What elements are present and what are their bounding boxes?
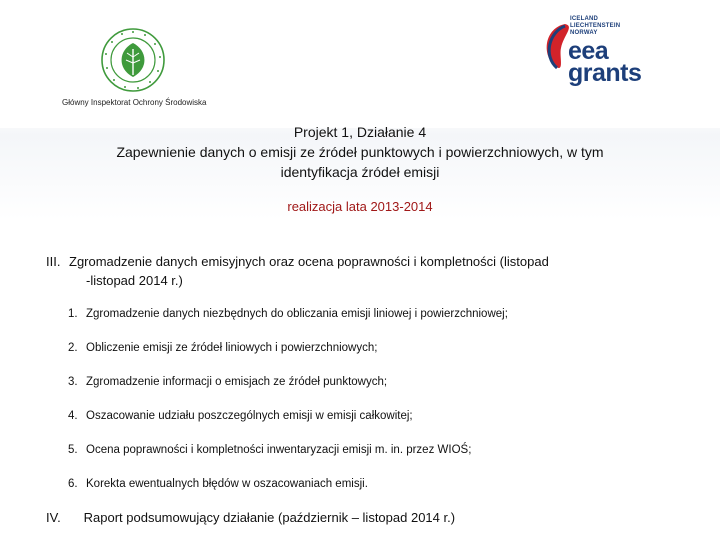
eea-country: NORWAY	[570, 30, 598, 36]
eea-grants-wordmark	[568, 37, 642, 87]
title-line-1: Projekt 1, Działanie 4	[293, 124, 427, 140]
eea-wordmark-line2: grants	[568, 59, 642, 87]
slide-title	[40, 122, 680, 182]
eea-country: LIECHTENSTEIN	[570, 23, 621, 29]
list-item-text: Zgromadzenie informacji o emisjach ze źródeł punktowych;	[86, 376, 388, 388]
section-iii-number: III.	[46, 254, 61, 269]
section-iv-heading: Raport podsumowujący działanie (październik – listopad 2014 r.)	[83, 510, 456, 525]
gios-caption: Główny Inspektorat Ochrony Środowiska	[62, 98, 207, 107]
list-item	[68, 374, 688, 408]
section-iv	[46, 510, 455, 525]
eea-country: ICELAND	[570, 16, 599, 22]
list-item	[68, 442, 688, 476]
title-line-2: Zapewnienie danych o emisji ze źródeł punktowych i powierzchniowych, w tym	[116, 144, 604, 160]
list-item-number: 4.	[68, 410, 78, 422]
list-item-text: Ocena poprawności i kompletności inwentaryzacji emisji m. in. przez WIOŚ;	[86, 444, 472, 456]
gios-logo	[100, 27, 166, 93]
list-item-number: 3.	[68, 376, 78, 388]
section-iv-number: IV.	[46, 510, 61, 525]
task-list	[68, 306, 688, 510]
list-item-text: Zgromadzenie danych niezbędnych do obliczania emisji liniowej i powierzchniowej;	[86, 308, 508, 320]
list-item-number: 5.	[68, 444, 78, 456]
list-item-text: Oszacowanie udziału poszczególnych emisji w emisji całkowitej;	[86, 410, 413, 422]
list-item	[68, 476, 688, 510]
slide-subtitle: realizacja lata 2013-2014	[287, 199, 433, 214]
list-item-text: Obliczenie emisji ze źródeł liniowych i powierzchniowych;	[86, 342, 378, 354]
eea-country-list	[570, 16, 620, 37]
title-line-3: identyfikacja źródeł emisji	[280, 164, 440, 180]
section-iii-heading-cont: -listopad 2014 r.)	[86, 273, 183, 288]
section-iii-heading: Zgromadzenie danych emisyjnych oraz ocena poprawności i kompletności (listopad	[69, 254, 549, 269]
list-item	[68, 306, 688, 340]
list-item	[68, 408, 688, 442]
list-item-number: 1.	[68, 308, 78, 320]
list-item	[68, 340, 688, 374]
eea-wordmark-line1: eea	[568, 37, 609, 65]
list-item-number: 6.	[68, 478, 78, 490]
list-item-number: 2.	[68, 342, 78, 354]
list-item-text: Korekta ewentualnych błędów w oszacowaniach emisji.	[86, 478, 368, 490]
